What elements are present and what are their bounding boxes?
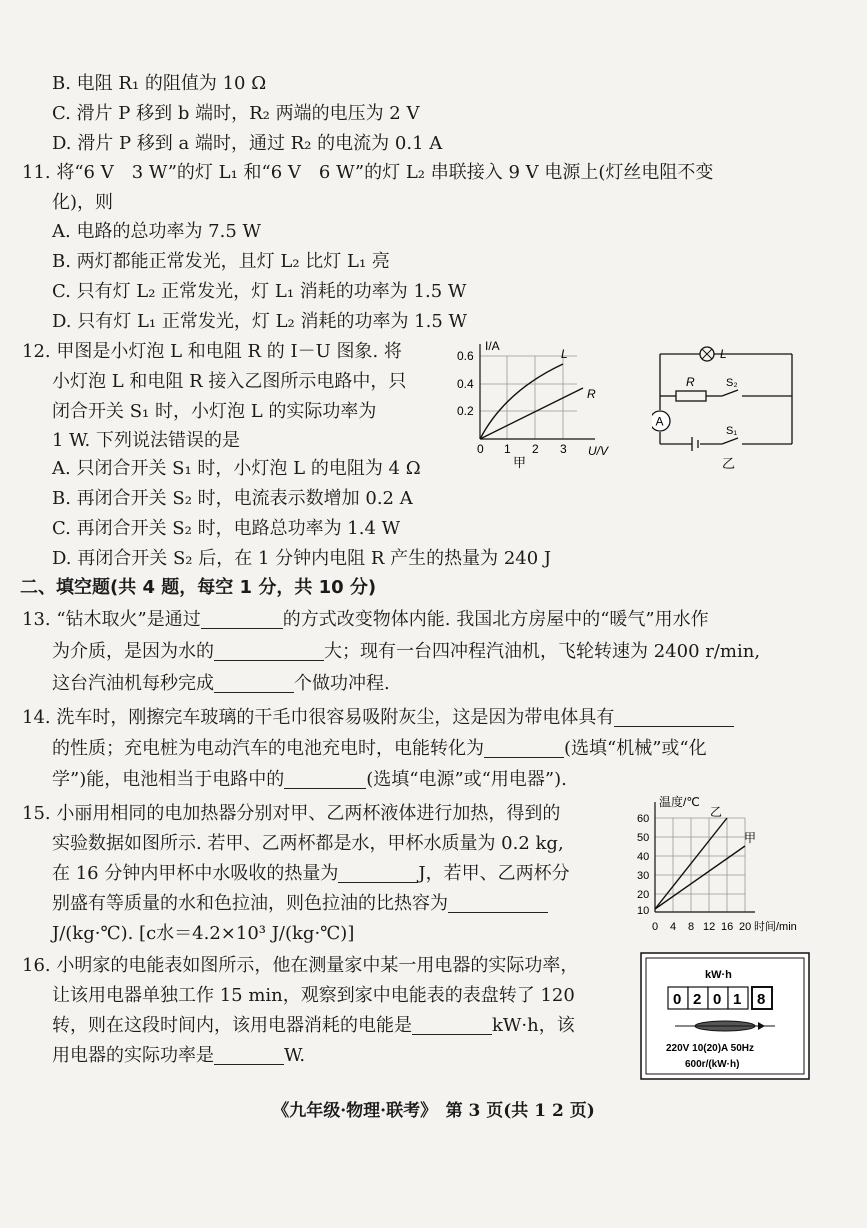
q10-option-d: D. 滑片 P 移到 a 端时，通过 R₂ 的电流为 0.1 A — [52, 133, 443, 154]
q14-line3: 学”)能，电池相当于电路中的 (选填“电源”或“用电器”). — [52, 769, 567, 790]
y-tick: 40 — [637, 851, 650, 863]
answer-blank[interactable] — [284, 770, 366, 789]
y-tick: 0.2 — [457, 404, 474, 418]
circuit-diagram — [652, 338, 802, 473]
q16-line2: 让该用电器单独工作 15 min，观察到家中电能表的表盘转了 120 — [52, 985, 575, 1006]
q11-option-c: C. 只有灯 L₂ 正常发光，灯 L₁ 消耗的功率为 1.5 W — [52, 281, 467, 302]
y-tick: 30 — [637, 870, 650, 882]
y-tick: 20 — [637, 889, 650, 901]
q11-option-d: D. 只有灯 L₁ 正常发光，灯 L₂ 消耗的功率为 1.5 W — [52, 311, 468, 332]
figure-caption: 甲 — [513, 455, 527, 470]
lamp-label: L — [720, 347, 727, 361]
answer-blank[interactable] — [614, 708, 734, 727]
q12-option-b: B. 再闭合开关 S₂ 时，电流表示数增加 0.2 A — [52, 488, 413, 509]
ammeter-icon — [652, 411, 670, 431]
answer-blank[interactable] — [214, 1046, 284, 1065]
y-tick: 60 — [637, 813, 650, 825]
q15-line2: 实验数据如图所示. 若甲、乙两杯都是水，甲杯水质量为 0.2 kg, — [52, 833, 564, 854]
meter-unit: kW·h — [705, 969, 732, 981]
q15-line1: 15. 小丽用相同的电加热器分别对甲、乙两杯液体进行加热，得到的 — [22, 803, 561, 824]
meter-digit: 0 — [713, 991, 722, 1008]
meter-spec: 220V 10(20)A 50Hz — [666, 1043, 755, 1054]
page-footer: 《九年级·物理·联考》 第 3 页(共 1 2 页) — [272, 1101, 595, 1121]
x-tick: 0 — [477, 442, 484, 456]
section-heading: 二、填空题(共 4 题，每空 1 分，共 10 分) — [20, 577, 377, 598]
x-tick: 3 — [560, 442, 567, 456]
switch2-label: S₂ — [726, 377, 738, 389]
line-yi-label: 乙 — [710, 805, 723, 819]
q12-stem-line4: 1 W. 下列说法错误的是 — [52, 430, 240, 451]
meter-digit: 0 — [673, 991, 682, 1008]
q12-stem-line1: 12. 甲图是小灯泡 L 和电阻 R 的 I－U 图象. 将 — [22, 341, 402, 362]
line-jia — [655, 846, 745, 909]
meter-digit: 2 — [693, 991, 702, 1008]
x-tick: 8 — [688, 921, 695, 933]
answer-blank[interactable] — [448, 894, 548, 913]
x-tick: 2 — [532, 442, 539, 456]
q15-line3: 在 16 分钟内甲杯中水吸收的热量为 J，若甲、乙两杯分 — [52, 863, 570, 884]
q13-line3: 这台汽油机每秒完成 个做功冲程. — [52, 673, 390, 694]
curve-r — [480, 388, 583, 439]
q12-stem-line3: 闭合开关 S₁ 时，小灯泡 L 的实际功率为 — [52, 401, 377, 422]
q12-option-a: A. 只闭合开关 S₁ 时，小灯泡 L 的电阻为 4 Ω — [52, 458, 421, 479]
figure-caption: 乙 — [722, 456, 736, 471]
q11-option-a: A. 电路的总功率为 7.5 W — [52, 221, 262, 242]
q13-line2: 为介质，是因为水的 大；现有一台四冲程汽油机，飞轮转速为 2400 r/min, — [52, 641, 761, 662]
line-jia-label: 甲 — [744, 831, 757, 845]
svg-text:A: A — [655, 414, 664, 429]
curve-r-label: R — [587, 387, 596, 401]
y-tick: 0.4 — [457, 377, 474, 391]
q12-option-d: D. 再闭合开关 S₂ 后，在 1 分钟内电阻 R 产生的热量为 240 J — [52, 548, 552, 569]
answer-blank[interactable] — [412, 1016, 492, 1035]
q11-stem-line2: 化)，则 — [52, 192, 114, 213]
q14-line1: 14. 洗车时，刚擦完车玻璃的干毛巾很容易吸附灰尘，这是因为带电体具有 — [22, 706, 734, 730]
curve-l — [480, 364, 563, 439]
q10-option-b: B. 电阻 R₁ 的阻值为 10 Ω — [52, 73, 267, 94]
resistor-label: R — [686, 375, 695, 389]
y-axis-label: I/A — [485, 339, 500, 353]
answer-blank[interactable] — [338, 864, 418, 883]
q16-line1: 16. 小明家的电能表如图所示，他在测量家中某一用电器的实际功率， — [22, 955, 579, 976]
iu-graph — [455, 336, 615, 471]
q14-line2: 的性质；充电桩为电动汽车的电池充电时，电能转化为 (选填“机械”或“化 — [52, 738, 707, 759]
answer-blank[interactable] — [484, 739, 564, 758]
q11-option-b: B. 两灯都能正常发光，且灯 L₂ 比灯 L₁ 亮 — [52, 251, 390, 272]
x-axis-label: 时间/min — [754, 921, 797, 933]
q13-line1: 13. “钻木取火”是通过 的方式改变物体内能. 我国北方房屋中的“暖气”用水作 — [22, 609, 709, 630]
q10-option-c: C. 滑片 P 移到 b 端时，R₂ 两端的电压为 2 V — [52, 103, 420, 124]
q15-line4: 别盛有等质量的水和色拉油，则色拉油的比热容为 — [52, 892, 548, 916]
meter-digit: 1 — [733, 991, 742, 1008]
x-tick: 1 — [504, 442, 511, 456]
x-tick: 4 — [670, 921, 677, 933]
q15-line5: J/(kg·℃). [c水＝4.2×10³ J/(kg·℃)] — [52, 923, 355, 944]
answer-blank[interactable] — [214, 642, 324, 661]
electric-meter — [640, 952, 810, 1080]
q11-stem-line1: 11. 将“6 V 3 W”的灯 L₁ 和“6 V 6 W”的灯 L₂ 串联接入 9 V 电源上(灯丝电阻不变 — [22, 162, 714, 183]
q16-line4: 用电器的实际功率是 W. — [52, 1045, 306, 1066]
y-tick: 10 — [637, 905, 650, 917]
meter-digit-decimal: 8 — [757, 991, 766, 1008]
switch1-label: S₁ — [726, 425, 738, 437]
curve-l-label: L — [561, 347, 568, 361]
x-axis-label: U/V — [588, 444, 609, 458]
meter-rate: 600r/(kW·h) — [685, 1059, 740, 1070]
q12-option-c: C. 再闭合开关 S₂ 时，电路总功率为 1.4 W — [52, 518, 401, 539]
x-tick: 12 — [703, 921, 716, 933]
q12-stem-line2: 小灯泡 L 和电阻 R 接入乙图所示电路中，只 — [52, 371, 407, 392]
y-axis-label: 温度/℃ — [659, 795, 700, 809]
answer-blank[interactable] — [201, 610, 283, 629]
y-tick: 0.6 — [457, 349, 474, 363]
x-tick: 20 — [739, 921, 752, 933]
answer-blank[interactable] — [214, 674, 294, 693]
y-tick: 50 — [637, 832, 650, 844]
lamp-icon — [700, 347, 714, 361]
q16-line3: 转，则在这段时间内，该用电器消耗的电能是 kW·h，该 — [52, 1015, 575, 1036]
temperature-time-graph — [630, 792, 810, 942]
x-tick: 0 — [652, 921, 659, 933]
x-tick: 16 — [721, 921, 734, 933]
